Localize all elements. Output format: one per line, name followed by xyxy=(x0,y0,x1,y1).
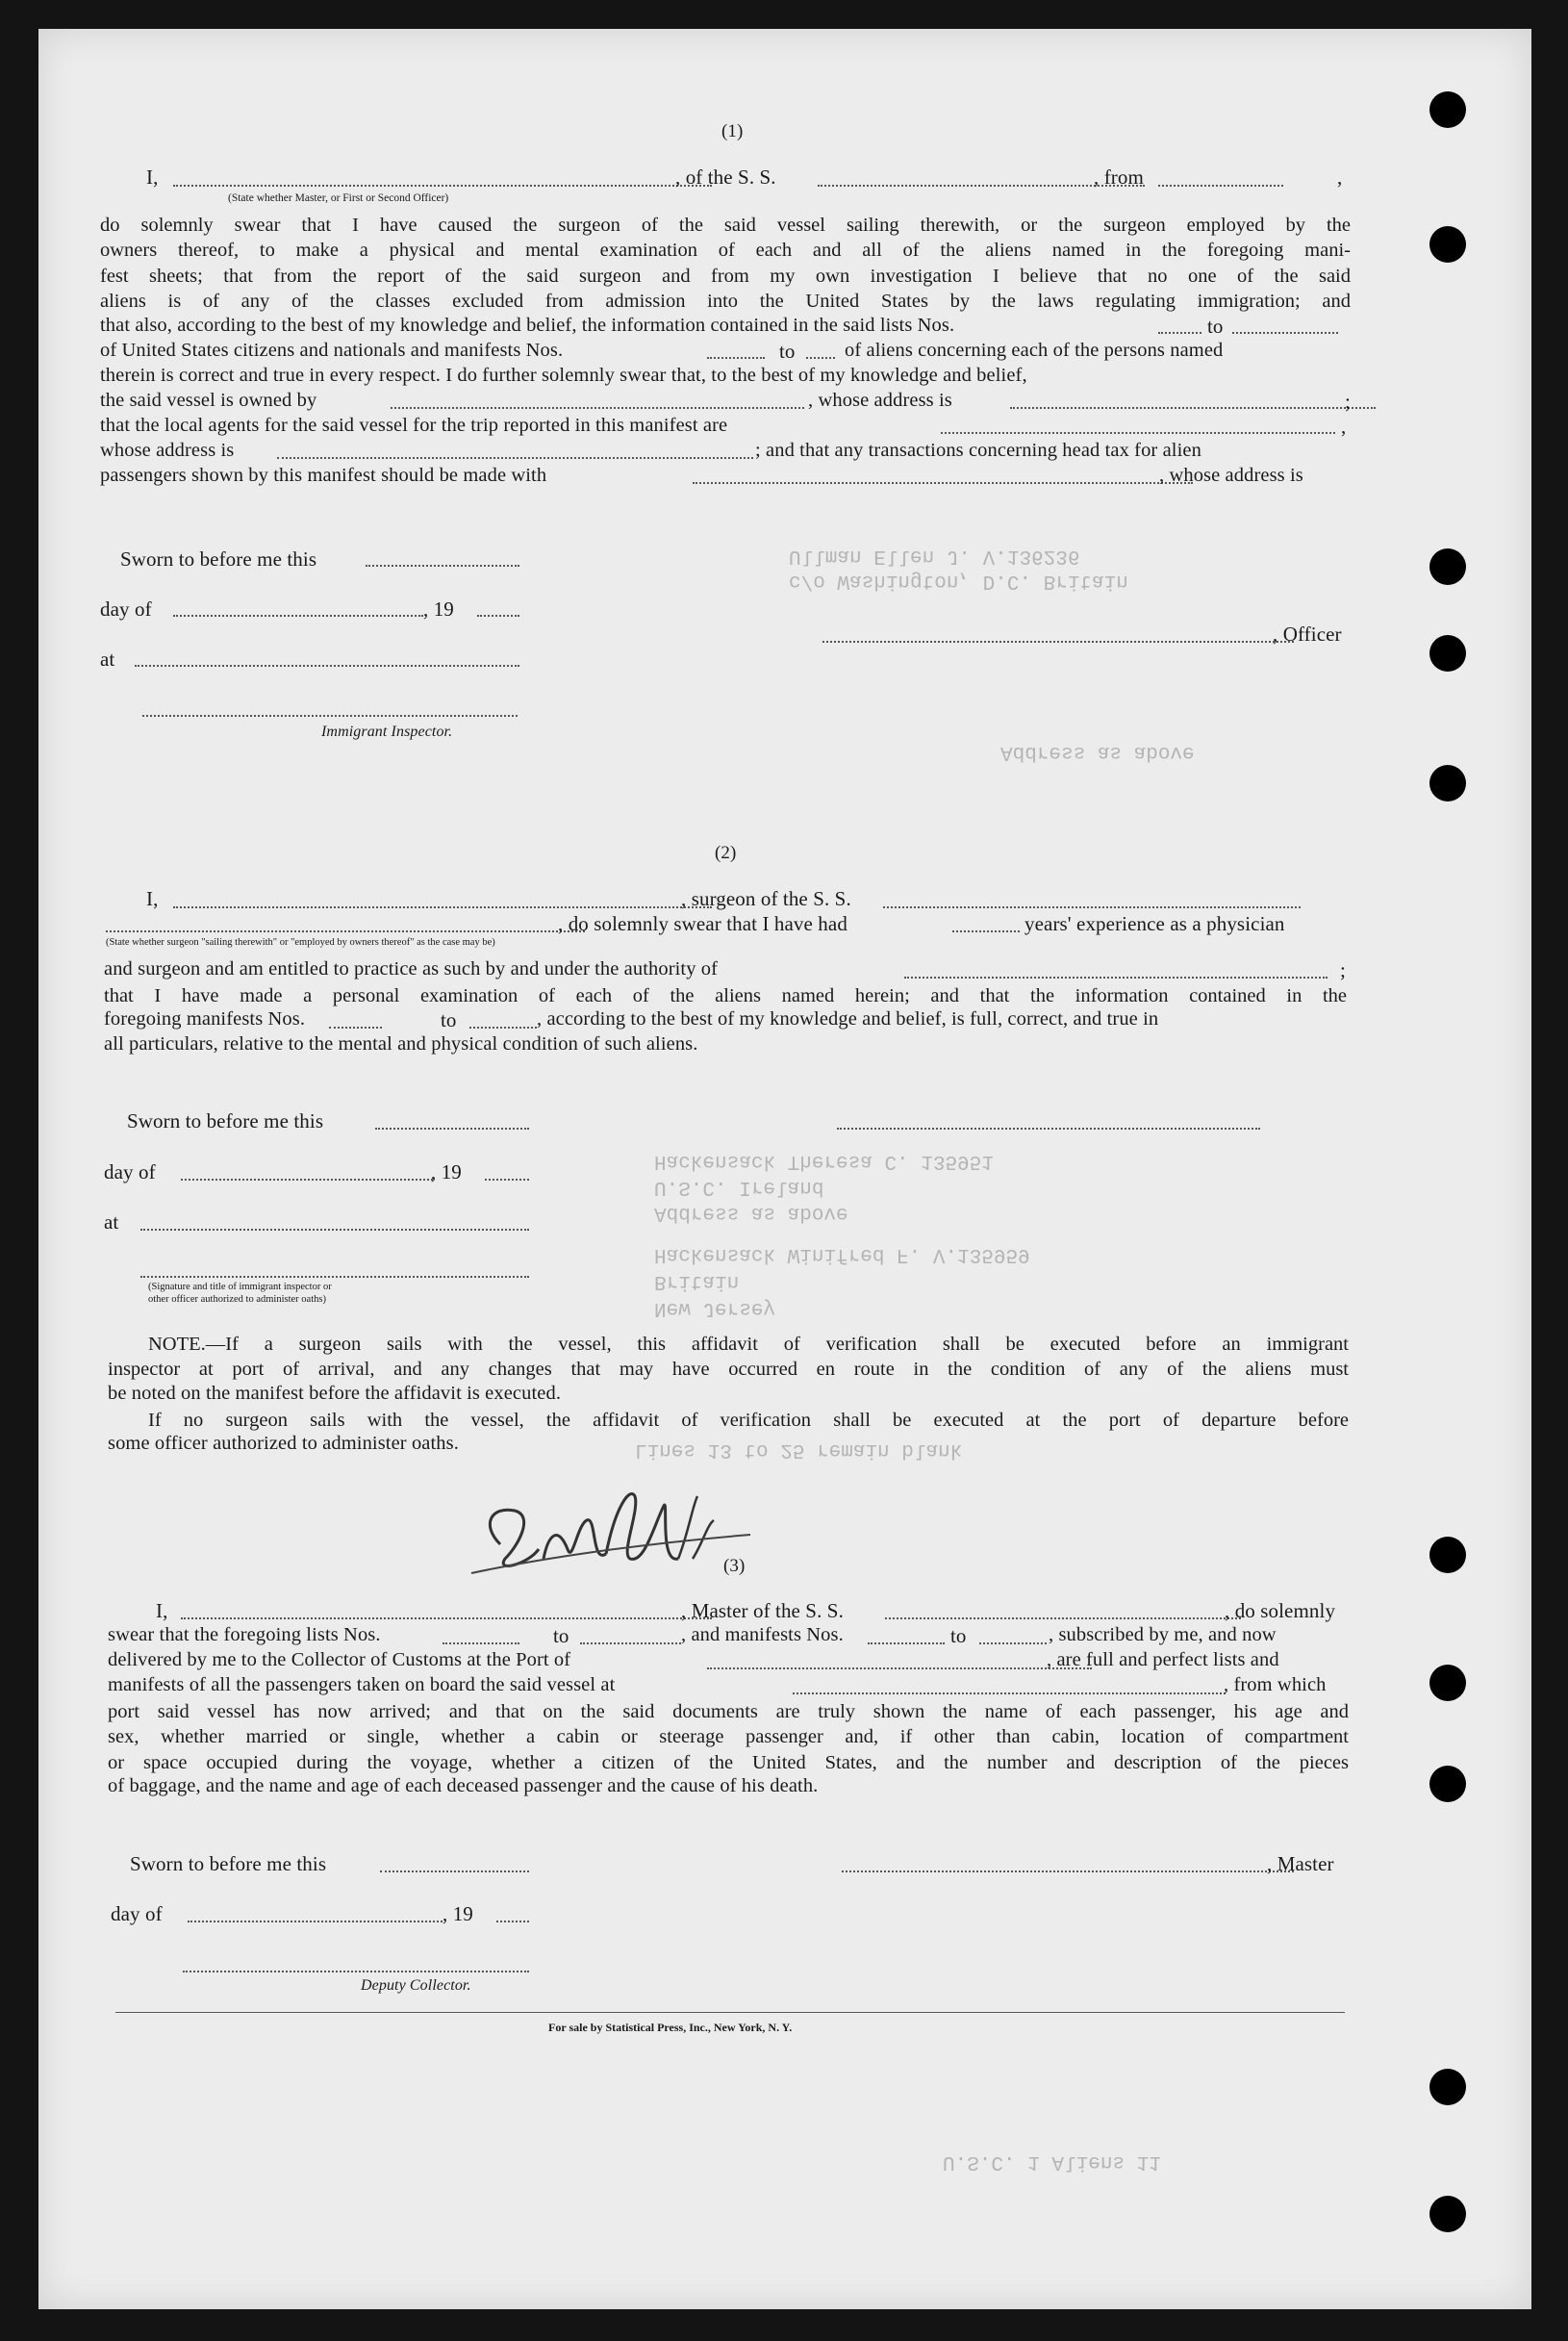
lists-from-field[interactable] xyxy=(443,1642,519,1644)
officer-signature-field[interactable] xyxy=(822,641,1294,643)
authority-field[interactable] xyxy=(904,977,1328,979)
section-2-number: (2) xyxy=(715,843,737,863)
administering-officer-field[interactable] xyxy=(140,1276,529,1278)
do-solemnly-text: , do solemnly swear that I have had xyxy=(558,912,847,935)
master-vessel-field[interactable] xyxy=(885,1617,1241,1619)
delivered-label: delivered by me to the Collector of Customs at the Port of xyxy=(108,1649,571,1670)
form-page xyxy=(38,29,1531,2309)
master-signature xyxy=(462,1467,770,1612)
bleed-through-text: Britain xyxy=(654,1270,740,1292)
year-field[interactable] xyxy=(485,1179,529,1181)
whose-address-label: , whose address is xyxy=(1159,465,1303,486)
year-label: , 19 xyxy=(423,598,454,621)
bleed-through-text: U.S.C. 1 Aliens 11 xyxy=(943,2150,1161,2173)
years-field[interactable] xyxy=(952,930,1020,932)
section-1-line: owners thereof, to make a physical and mental examination of each and all of the aliens named in the foregoing mani- xyxy=(100,240,1351,262)
bleed-through-text: U.S.C. Ireland xyxy=(654,1176,824,1198)
footer-divider xyxy=(115,2012,1345,2013)
manifests-from-field[interactable] xyxy=(868,1642,945,1644)
place-field[interactable] xyxy=(140,1229,529,1231)
semicolon: ; xyxy=(1345,390,1351,413)
year-field[interactable] xyxy=(477,615,519,617)
section-3-i: I, xyxy=(156,1599,168,1622)
day-of-label: day of xyxy=(111,1902,163,1925)
section-1-line: the said vessel is owned by xyxy=(100,390,317,411)
punch-hole xyxy=(1429,1537,1466,1573)
section-3-line: sex, whether married or single, whether a cabin or steerage passenger and, if other than cabin, location of compartment xyxy=(108,1726,1349,1748)
punch-hole xyxy=(1429,1665,1466,1701)
section-3-line: port said vessel has now arrived; and that on the said documents are truly shown the name of each passenger, his age and xyxy=(108,1701,1349,1722)
manifests-to-field[interactable] xyxy=(979,1642,1047,1644)
authority-line: and surgeon and am entitled to practice as such by and under the authority of xyxy=(104,958,719,980)
place-field[interactable] xyxy=(135,665,519,667)
do-solemnly-label: , do solemnly xyxy=(1225,1599,1336,1622)
to-label: to xyxy=(1207,315,1224,338)
note-line: inspector at port of arrival, and any changes that may have occurred en route in the condition of any of the aliens must xyxy=(108,1359,1349,1381)
section-1-body xyxy=(100,213,1351,315)
semicolon: ; xyxy=(1340,958,1346,981)
punch-hole xyxy=(1429,635,1466,672)
port-field[interactable] xyxy=(707,1667,1092,1669)
section-1-line: fest sheets; that from the report of the said surgeon and from my own investigation I believe that no one of the said xyxy=(100,265,1351,287)
punch-hole xyxy=(1429,1766,1466,1802)
comma: , xyxy=(1341,415,1347,438)
bleed-through-text: Hackensack Theresa C. 135951 xyxy=(654,1150,994,1172)
note-block xyxy=(108,1332,1349,1383)
section-1-line: therein is correct and true in every respect. I do further solemnly swear that, to the best of my knowledge and belief, xyxy=(100,365,1027,386)
note-line: If no surgeon sails with the vessel, the affidavit of verification shall be executed at the port of departure before xyxy=(148,1410,1349,1431)
month-field[interactable] xyxy=(181,1179,433,1181)
subscribed-label: , subscribed by me, and now xyxy=(1049,1624,1277,1645)
particulars-line: all particulars, relative to the mental and physical condition of such aliens. xyxy=(104,1033,698,1055)
years-experience-text: years' experience as a physician xyxy=(1024,912,1285,935)
at-label: at xyxy=(104,1210,119,1234)
swear-lists-label: swear that the foregoing lists Nos. xyxy=(108,1624,381,1645)
note-line: be noted on the manifest before the affidavit is executed. xyxy=(108,1383,562,1404)
deputy-collector-label: Deputy Collector. xyxy=(361,1977,471,1994)
surgeon-of-label: , surgeon of the S. S. xyxy=(681,887,851,910)
bleed-through-text: New Jersey xyxy=(654,1297,776,1319)
punch-hole xyxy=(1429,91,1466,128)
full-perfect-label: , are full and perfect lists and xyxy=(1047,1649,1279,1670)
and-manifests-label: , and manifests Nos. xyxy=(681,1624,844,1645)
sworn-label: Sworn to before me this xyxy=(120,547,317,571)
year-label: , 19 xyxy=(443,1902,473,1925)
of-the-ss-label: , of the S. S. xyxy=(675,165,776,189)
section-3-body xyxy=(108,1699,1349,1775)
master-of-label: , Master of the S. S. xyxy=(681,1599,844,1622)
punch-hole xyxy=(1429,226,1466,263)
bleed-through-text: c/o Washington, D.C. Britain xyxy=(789,570,1128,592)
examination-line xyxy=(104,983,1347,1008)
section-1-line: aliens is of any of the classes excluded from admission into the United States by the laws regulating immigration; and xyxy=(100,291,1351,313)
punch-hole xyxy=(1429,548,1466,585)
note-line: some officer authorized to administer oaths. xyxy=(108,1433,459,1454)
officer-field[interactable] xyxy=(173,185,712,187)
embark-port-field[interactable] xyxy=(793,1692,1226,1694)
section-1-line: that the local agents for the said vessel for the trip reported in this manifest are xyxy=(100,415,728,436)
officer-label: , Officer xyxy=(1273,623,1342,646)
head-tax-text: ; and that any transactions concerning head tax for alien xyxy=(755,440,1201,461)
inspector-label: Immigrant Inspector. xyxy=(321,724,453,740)
surgeon-status-field[interactable] xyxy=(106,930,585,932)
section-3-number: (3) xyxy=(723,1556,746,1576)
month-field[interactable] xyxy=(173,615,423,617)
day-of-label: day of xyxy=(100,598,152,621)
section-1-line: of United States citizens and nationals and manifests Nos. xyxy=(100,340,564,361)
signature-caption-line-1: (Signature and title of immigrant inspector or xyxy=(148,1282,332,1292)
section-1-line: do solemnly swear that I have caused the surgeon of the said vessel sailing therewith, or the surgeon employed by the xyxy=(100,215,1351,236)
agents-address-field[interactable] xyxy=(277,457,753,459)
surgeon-signature-field[interactable] xyxy=(837,1128,1260,1130)
head-tax-field[interactable] xyxy=(693,482,1193,484)
section-1-line: passengers shown by this manifest should be made with xyxy=(100,465,547,486)
manifests-to-field[interactable] xyxy=(469,1027,537,1029)
note-line: NOTE.—If a surgeon sails with the vessel, this affidavit of verification shall be executed before an immigrant xyxy=(148,1334,1349,1355)
officer-caption: (State whether Master, or First or Second Officer) xyxy=(228,192,449,204)
manifests-to-field[interactable] xyxy=(806,357,835,359)
manifests-all-label: manifests of all the passengers taken on board the said vessel at xyxy=(108,1674,616,1695)
year-label: , 19 xyxy=(431,1160,462,1183)
manifests-line: foregoing manifests Nos. xyxy=(104,1008,306,1030)
sworn-date-field[interactable] xyxy=(380,1870,529,1872)
master-name-field[interactable] xyxy=(181,1617,712,1619)
from-label: , from xyxy=(1094,165,1144,189)
signature-caption-line-2: other officer authorized to administer oaths) xyxy=(148,1294,326,1305)
surgeon-vessel-field[interactable] xyxy=(883,906,1301,908)
section-1-number: (1) xyxy=(721,121,744,141)
punch-hole xyxy=(1429,2196,1466,2232)
examination-text: that I have made a personal examination of each of the aliens named herein; and that the information contained in the xyxy=(104,985,1347,1006)
section-3-line: or space occupied during the voyage, whether a citizen of the United States, and the number and description of the pieces xyxy=(108,1751,1349,1773)
from-field[interactable] xyxy=(1158,185,1283,187)
inspector-signature-field[interactable] xyxy=(142,715,518,717)
note-block-2 xyxy=(108,1408,1349,1433)
printer-credit: For sale by Statistical Press, Inc., New York, N. Y. xyxy=(548,2021,793,2034)
punch-hole xyxy=(1429,2069,1466,2105)
section-3-line: of baggage, and the name and age of each deceased passenger and the cause of his death. xyxy=(108,1775,819,1796)
lists-from-field[interactable] xyxy=(1158,332,1201,334)
owner-field[interactable] xyxy=(391,407,804,409)
sworn-label: Sworn to before me this xyxy=(127,1109,324,1132)
comma: , xyxy=(1337,165,1343,189)
owner-address-field[interactable] xyxy=(1010,407,1376,409)
whose-address-label: , whose address is xyxy=(808,390,952,411)
master-label: , Master xyxy=(1267,1852,1334,1875)
section-2-i: I, xyxy=(146,887,159,910)
surgeon-caption: (State whether surgeon "sailing therewith" or "employed by owners thereof" as the case may be) xyxy=(106,937,495,948)
aliens-concerning-text: of aliens concerning each of the persons named xyxy=(845,340,1224,361)
lists-to-field[interactable] xyxy=(1232,332,1338,334)
section-1-line: that also, according to the best of my knowledge and belief, the information contained in the said lists Nos. xyxy=(100,315,955,336)
master-signature-field[interactable] xyxy=(842,1870,1294,1872)
punch-hole xyxy=(1429,765,1466,802)
year-field[interactable] xyxy=(496,1921,529,1922)
lists-to-field[interactable] xyxy=(580,1642,681,1644)
sworn-label: Sworn to before me this xyxy=(130,1852,327,1875)
to-label: to xyxy=(441,1008,457,1031)
bleed-through-text: Address as above xyxy=(654,1202,848,1224)
from-which-label: , from which xyxy=(1224,1674,1327,1695)
bleed-through-text: Hackensack Winifred F. V.135959 xyxy=(654,1243,1030,1265)
to-label: to xyxy=(553,1624,569,1647)
sworn-date-field[interactable] xyxy=(375,1128,529,1130)
section-1-i: I, xyxy=(146,165,159,189)
day-of-label: day of xyxy=(104,1160,156,1183)
manifests-from-field[interactable] xyxy=(329,1027,382,1029)
manifests-from-field[interactable] xyxy=(707,357,765,359)
to-label: to xyxy=(779,340,796,363)
bleed-through-text: Lines 13 to 25 remain blank xyxy=(635,1438,963,1461)
bleed-through-text: Ullman Ellen J. V.136236 xyxy=(789,545,1080,567)
section-1-line: whose address is xyxy=(100,440,235,461)
deputy-collector-signature-field[interactable] xyxy=(183,1971,529,1972)
sworn-date-field[interactable] xyxy=(366,565,519,567)
surgeon-name-field[interactable] xyxy=(173,906,712,908)
bleed-through-text: Address as above xyxy=(1000,741,1195,763)
agents-field[interactable] xyxy=(941,432,1335,434)
month-field[interactable] xyxy=(188,1921,443,1922)
at-label: at xyxy=(100,648,115,671)
according-text: , according to the best of my knowledge and belief, is full, correct, and true in xyxy=(537,1008,1159,1030)
to-label: to xyxy=(950,1624,967,1647)
